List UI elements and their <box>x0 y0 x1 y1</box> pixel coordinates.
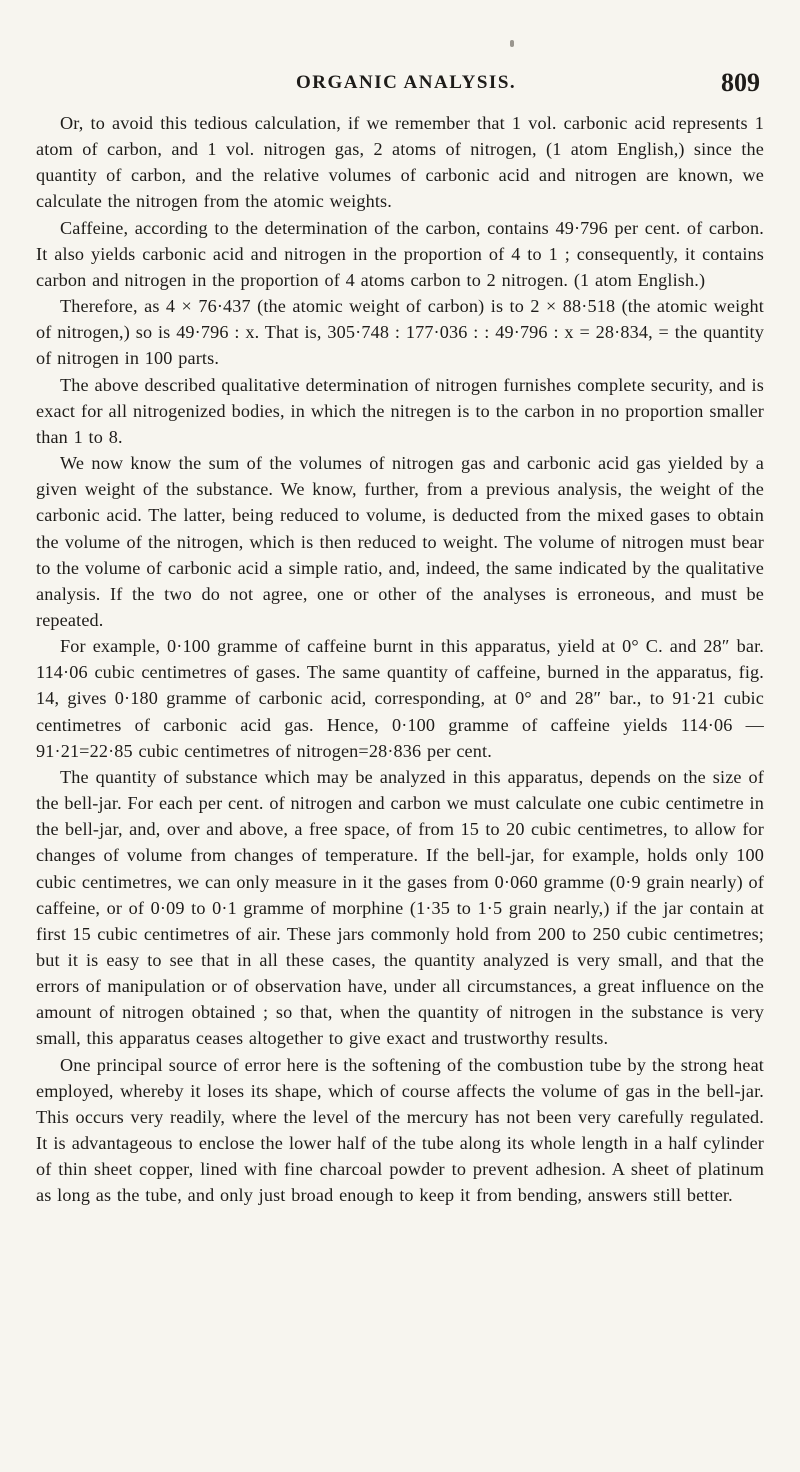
paragraph-example: For example, 0·100 gramme of caffeine burnt in this apparatus, yield at 0° C. and 28″ bar. 114·06 cubic centimetres of gases. The same quantity of caffeine, burned in the apparatus, fig. 14, gives 0·180 gramme of carbonic acid, corresponding, at 0° and 28″ bar., to 91·21 cubic centimetres of carbonic acid gas. Hence, 0·100 gramme of caffeine yields 114·06 — 91·21=22·85 cubic centimetres of nitrogen=28·836 per cent. <box>36 636 764 761</box>
paragraph-caffeine-carbon: Caffeine, according to the determination of the carbon, contains 49·796 per cent. of carbon. It also yields carbonic acid and nitrogen in the proportion of 4 to 1 ; consequently, it contains carbon and nitrogen in the proportion of 4 atoms carbon to 2 nitrogen. (1 atom English.) <box>36 217 764 290</box>
paragraph-proportion-calculation: Therefore, as 4 × 76·437 (the atomic weight of carbon) is to 2 × 88·518 (the atomic weight of nitrogen,) so is 49·796 : x. That is, 305·748 : 177·036 : : 49·796 : x = 28·834, = the quantity of nitrogen in 100 parts. <box>36 296 764 369</box>
body-text <box>36 110 764 1209</box>
paragraph-volume-sum: We now know the sum of the volumes of nitrogen gas and carbonic acid gas yielded by a given weight of the substance. We know, further, from a previous analysis, the weight of the carbonic acid. The latter, being reduced to volume, is deducted from the mixed gases to obtain the volume of the nitrogen, which is then reduced to weight. The volume of nitrogen must bear to the volume of carbonic acid a simple ratio, and, indeed, the same indicated by the qualitative analysis. If the two do not agree, one or other of the analyses is erroneous, and must be repeated. <box>36 453 764 630</box>
ink-speck <box>510 40 514 47</box>
paragraph-volume-method: Or, to avoid this tedious calculation, if we remember that 1 vol. carbonic acid represents 1 atom of carbon, and 1 vol. nitrogen gas, 2 atoms of nitrogen, (1 atom English,) since the quantity of carbon, and the relative volumes of carbonic acid and nitrogen are known, we calculate the nitrogen from the atomic weights. <box>36 113 764 212</box>
paragraph-bell-jar-size: The quantity of substance which may be analyzed in this apparatus, depends on the size of the bell-jar. For each per cent. of nitrogen and carbon we must calculate one cubic centimetre in the bell-jar, and, over and above, a free space, of from 15 to 20 cubic centimetres, to allow for changes of volume from changes of temperature. If the bell-jar, for example, holds only 100 cubic centimetres, we can only measure in it the gases from 0·060 gramme (0·9 grain nearly) of caffeine, or of 0·09 to 0·1 gramme of morphine (1·35 to 1·5 grain nearly,) if the jar contain at first 15 cubic centimetres of air. These jars commonly hold from 200 to 250 cubic centimetres; but it is easy to see that in all these cases, the quantity analyzed is very small, and that the errors of manipulation or of observation have, under all circumstances, a great influence on the amount of nitrogen obtained ; so that, when the quantity of nitrogen in the substance is very small, this apparatus ceases altogether to give exact and trustworthy results. <box>36 766 764 1049</box>
running-title: ORGANIC ANALYSIS. <box>296 72 517 93</box>
paragraph-error-source: One principal source of error here is the softening of the combustion tube by the strong heat employed, whereby it loses its shape, which of course affects the volume of gas in the bell-jar. This occurs very readily, where the level of the mercury has not been very carefully regulated. It is advantageous to enclose the lower half of the tube along its whole length in a half cylinder of thin sheet copper, lined with fine charcoal powder to prevent adhesion. A sheet of platinum as long as the tube, and only just broad enough to keep it from bending, answers still better. <box>36 1054 764 1206</box>
page-number: 809 <box>721 68 760 97</box>
paragraph-qualitative-security: The above described qualitative determination of nitrogen furnishes complete security, and is exact for all nitrogenized bodies, in which the nitregen is to the carbon in no proportion smaller than 1 to 8. <box>36 374 764 447</box>
page-header <box>36 68 764 104</box>
